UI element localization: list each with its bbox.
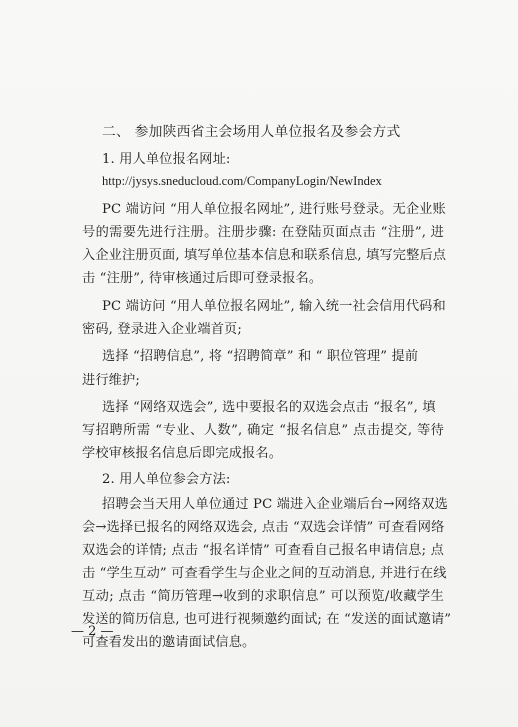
section-heading: 二、 参加陕西省主会场用人单位报名及参会方式 [102,124,401,140]
paragraph-1-line-1: PC 端访问 “用人单位报名网址”, 进行账号登录。无企业账 [102,202,446,217]
paragraph-5-line-4: 击 “学生互动” 可查看学生与企业之间的互动消息, 并进行在线 [82,566,447,581]
paragraph-1-line-3: 入企业注册页面, 填写单位基本信息和联系信息, 填写完整后点 [82,248,447,263]
paragraph-5-line-6: 发送的简历信息, 也可进行视频邀约面试; 在 “发送的面试邀请” [82,612,452,627]
paragraph-4-line-2: 写招聘所需 “专业、人数”, 确定 “报名信息” 点击提交, 等待 [82,423,444,438]
paragraph-2-line-2: 密码, 登录进入企业端首页; [82,322,242,337]
paragraph-2-line-1: PC 端访问 “用人单位报名网址”, 输入统一社会信用代码和 [102,299,446,314]
paragraph-5-line-2: 会→选择已报名的网络双选会, 点击 “双选会详情” 可查看网络 [82,520,445,535]
paragraph-1-line-2: 号的需要先进行注册。注册步骤: 在登陆页面点击 “注册”, 进 [82,225,444,240]
registration-url: http://jysys.sneducloud.com/CompanyLogin/NewIndex [102,174,382,188]
paragraph-3-line-2: 进行维护; [82,373,140,388]
item-1-title: 1. 用人单位报名网址: [102,152,231,167]
page-number: — 2 — [71,624,114,639]
paragraph-4-line-1: 选择 “网络双选会”, 选中要报名的双选会点击 “报名”, 填 [102,400,436,415]
paragraph-5-line-1: 招聘会当天用人单位通过 PC 端进入企业端后台→网络双选 [102,497,448,512]
paragraph-5-line-7: 可查看发出的邀请面试信息。 [82,635,256,650]
item-2-title: 2. 用人单位参会方法: [102,472,231,487]
paragraph-3-line-1: 选择 “招聘信息”, 将 “招聘简章” 和 “ 职位管理” 提前 [102,349,419,364]
paragraph-5-line-5: 互动; 点击 “简历管理→收到的求职信息” 可以预览/收藏学生 [82,589,444,604]
paragraph-4-line-3: 学校审核报名信息后即完成报名。 [82,446,283,461]
paragraph-1-line-4: 击 “注册”, 待审核通过后即可登录报名。 [82,271,323,286]
paragraph-5-line-3: 双选会的详情; 点击 “报名详情” 可查看自己报名申请信息; 点 [82,543,444,558]
